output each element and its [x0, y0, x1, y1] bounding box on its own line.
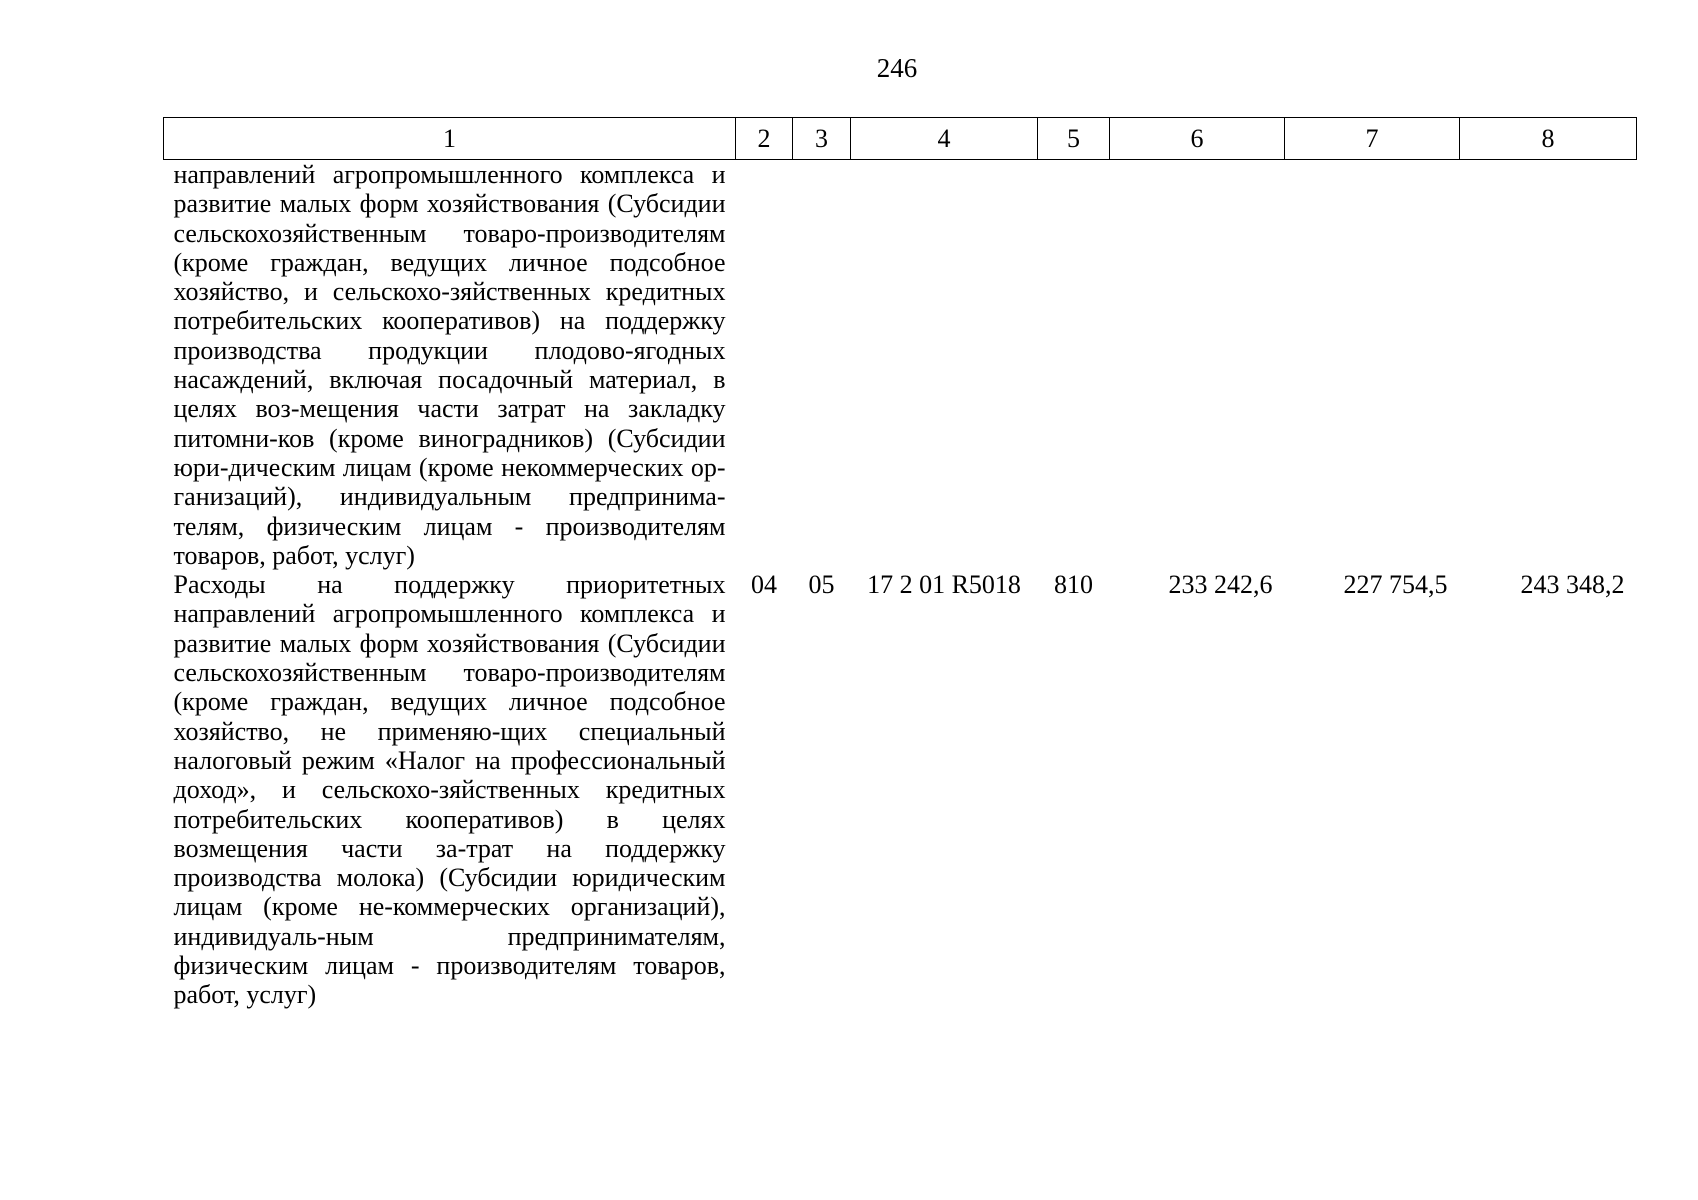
row-amount-year-1 — [1110, 160, 1285, 571]
budget-table — [163, 117, 1637, 1010]
row-section: 04 — [751, 570, 777, 600]
row-amount-year-3 — [1460, 160, 1637, 571]
table-row — [164, 160, 1637, 571]
row-amount-year-2 — [1285, 160, 1460, 571]
row-description: Расходы на поддержку приоритетных направлений агропромышленного комплекса и развитие малых форм хозяйствования (Субсидии сельскохозяйственным товаро-производителям (кроме граждан, ведущих личное подсобное хозяйство, не применяю-щих специальный налоговый режим «Налог на профессиональный доход», и сельскохо-зяйственных кредитных потребительских кооперативов) в целях возмещения части за-трат на поддержку производства молока) (Субсидии юридическим лицам (кроме не-коммерческих организаций), индивидуаль-ным предпринимателям, физическим лицам - производителям товаров, работ, услуг) — [173, 570, 726, 1010]
row-subsection: 05 — [808, 570, 835, 600]
row-target-article — [851, 160, 1038, 571]
row-amount-year-3: 243 348,2 — [1520, 570, 1625, 600]
row-description: направлений агропромышленного комплекса и развитие малых форм хозяйствования (Субсидии сельскохозяйственным товаро-производителям (кроме граждан, ведущих личное подсобное хозяйство, и сельскохо-зяйственных кредитных потребительских кооперативов) на поддержку производства продукции плодово-ягодных насаждений, включая посадочный материал, в целях воз-мещения части затрат на закладку питомни-ков (кроме виноградников) (Субсидии юри-дическим лицам (кроме некоммерческих ор-ганизаций), индивидуальным предпринима-телям, физическим лицам - производителям товаров, работ, услуг) — [173, 160, 726, 570]
row-section — [736, 160, 793, 571]
page-number: 246 — [876, 53, 918, 83]
row-subsection — [793, 160, 851, 571]
row-expense-type — [1038, 160, 1110, 571]
row-amount-year-1: 233 242,6 — [1168, 570, 1273, 600]
header-row — [164, 118, 1637, 160]
row-target-article: 17 2 01 R5018 — [867, 570, 1021, 600]
header-col-1: 1 — [164, 118, 736, 160]
header-col-6: 6 — [1110, 118, 1285, 160]
header-col-4: 4 — [851, 118, 1038, 160]
header-col-7: 7 — [1285, 118, 1460, 160]
table-row — [164, 570, 1637, 1009]
row-amount-year-2: 227 754,5 — [1343, 570, 1448, 600]
header-col-8: 8 — [1460, 118, 1637, 160]
table-header — [164, 118, 1637, 160]
header-col-5: 5 — [1038, 118, 1110, 160]
header-col-2: 2 — [736, 118, 793, 160]
row-expense-type: 810 — [1054, 570, 1093, 600]
header-col-3: 3 — [793, 118, 851, 160]
table-body — [164, 160, 1637, 1010]
